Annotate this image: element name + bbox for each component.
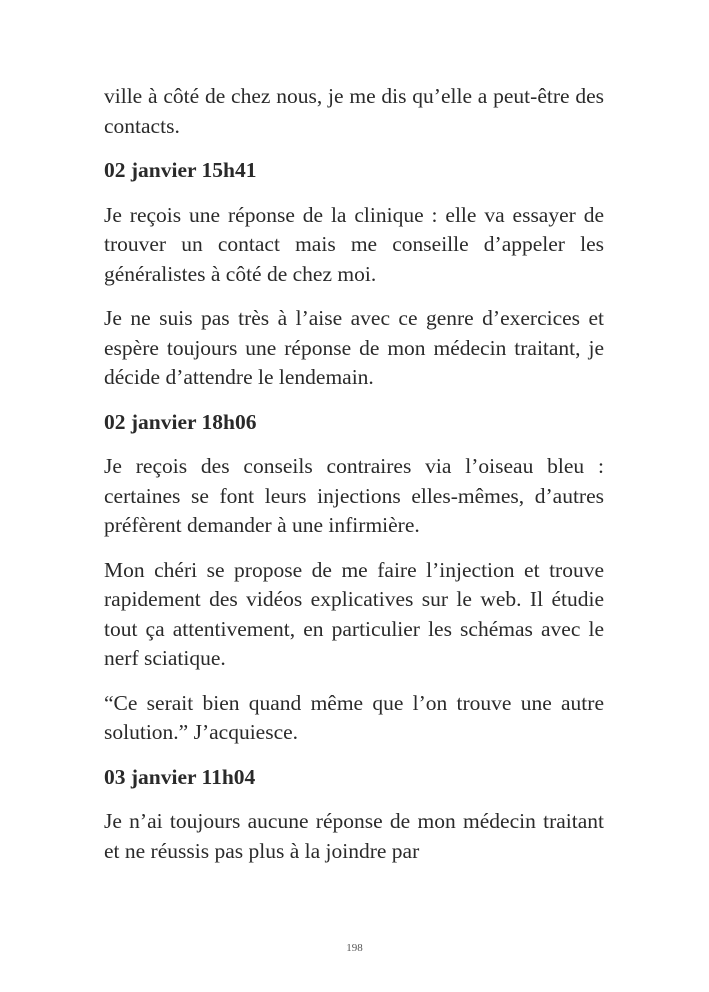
- paragraph: Je ne suis pas très à l’aise avec ce genre d’exercices et espère toujours une réponse de mon médecin traitant, je décide d’attendre le lendemain.: [104, 306, 604, 389]
- entry-heading: 02 janvier 18h06: [104, 409, 257, 434]
- entry-heading: 03 janvier 11h04: [104, 764, 256, 789]
- paragraph: Je reçois une réponse de la clinique : elle va essayer de trouver un contact mais me conseille d’appeler les généralistes à côté de chez moi.: [104, 202, 604, 286]
- paragraph: ville à côté de chez nous, je me dis qu’elle a peut-être des contacts.: [104, 84, 604, 138]
- paragraph: Je reçois des conseils contraires via l’oiseau bleu : certaines se font leurs injections elles-mêmes, d’autres préfèrent demander à une infirmière.: [104, 454, 604, 537]
- page-number: 198: [346, 942, 363, 954]
- paragraph: “Ce serait bien quand même que l’on trouve une autre solution.” J’acquiesce.: [104, 690, 604, 744]
- paragraph: Je n’ai toujours aucune réponse de mon médecin traitant et ne réussis pas plus à la joindre par: [104, 809, 604, 863]
- page-body: [104, 82, 604, 881]
- paragraph: Mon chéri se propose de me faire l’injection et trouve rapidement des vidéos explicatives sur le web. Il étudie tout ça attentivement, en particulier les schémas avec le nerf sciatique.: [104, 557, 604, 670]
- entry-heading: 02 janvier 15h41: [104, 158, 257, 182]
